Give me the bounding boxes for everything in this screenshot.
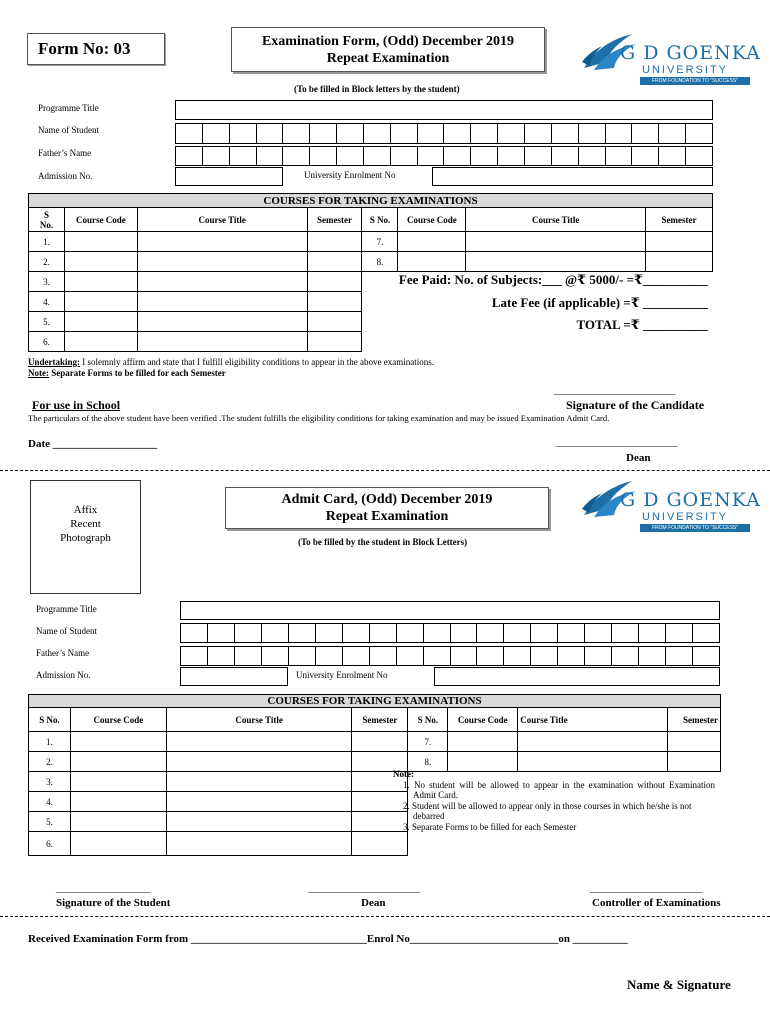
form-number: Form No: 03 [27,33,165,65]
table-row: 6. [29,832,721,856]
controller-signature: Controller of Examinations [592,897,721,909]
programme-title-input[interactable] [175,100,713,120]
table-row: 5. [29,312,713,332]
university-logo-2 [580,479,760,537]
dean-signature: Dean [361,897,386,909]
student-name-label: Name of Student [38,125,99,135]
col-semester: Semester [307,208,362,232]
table-row: 3. [29,772,721,792]
late-fee: Late Fee (if applicable) =₹ __________ [491,295,708,310]
fathers-name-label: Father’s Name [38,148,92,158]
col-sno: S No. [29,708,71,732]
candidate-signature-line: ___________________________ [554,386,676,396]
fathers-name-input[interactable] [175,146,713,166]
candidate-signature: Signature of the Candidate [566,398,705,412]
admit-note-label: Note: [393,769,414,779]
total-fee: TOTAL =₹ __________ [576,317,708,332]
received-exam-form: Received Examination Form from ________________________________Enrol No___________________________on __________ [28,933,628,945]
exam-instruction: (To be filled in Block letters by the student) [294,84,460,94]
dean-line: ___________________________ [556,438,678,448]
separate-forms-note: Note: Separate Forms to be filled for each Semester [28,368,226,378]
logo-name: G D GOENKA [620,42,761,64]
admit-note-3: 3. Separate Forms to be filled for each Semester [403,821,577,832]
col-semester-right: Semester [646,208,713,232]
date-field[interactable]: Date ___________________ [28,438,158,450]
student-signature: Signature of the Student [56,897,171,909]
admit-fathers-name-input[interactable] [180,646,720,666]
admit-enrolment-no-label: University Enrolment No [296,670,388,680]
table-row: 2. 8. [29,252,713,272]
enrolment-no-label: University Enrolment No [304,170,396,180]
enrolment-no-input[interactable] [432,167,713,186]
admission-no-label: Admission No. [38,171,93,181]
col-course-title: Course Title [137,208,307,232]
admit-card-title: Admit Card, (Odd) December 2019 [281,492,493,507]
logo-university: UNIVERSITY [642,511,729,523]
table-row: 3. [29,272,713,292]
table-row: 4. [29,292,713,312]
col-course-code: Course Code [70,708,166,732]
admit-card-subtitle: Repeat Examination [325,509,449,524]
photo-affix: Affix [73,504,98,516]
table-row: 1. 7. [29,232,713,252]
logo-tagline: FROM FOUNDATION TO "SUCCESS" [640,524,750,532]
cut-line [0,470,770,471]
col-semester: Semester [352,708,408,732]
table-row: 6. [29,332,713,352]
logo-name: G D GOENKA [620,489,761,511]
programme-title-label: Programme Title [38,103,99,113]
col-course-title-right: Course Title [518,708,668,732]
table-row: 4. [29,792,721,812]
cut-line-2 [0,916,770,917]
university-logo [580,32,760,90]
controller-signature-line: _________________________ [590,884,703,894]
admit-student-name-label: Name of Student [36,626,97,636]
col-course-code-right: Course Code [398,208,466,232]
school-use-heading: For use in School [32,398,121,412]
student-name-input[interactable] [175,123,713,144]
admit-note-1: 1. No student will be allowed to appear in the examination without Examination Admit Card. [403,779,715,800]
photo-recent: Recent [70,518,101,530]
col-course-title-right: Course Title [466,208,646,232]
photo-photograph: Photograph [60,532,111,544]
col-sno-right: S No. [362,208,398,232]
fee-paid: Fee Paid: No. of Subjects:___ @₹ 5000/- =₹__________ [398,272,708,287]
undertaking: Undertaking: I solemnly affirm and state that I fulfill eligibility conditions to appear in the above examinations. [28,357,435,367]
exam-form-subtitle: Repeat Examination [326,50,450,66]
admit-note-2: 2. Student will be allowed to appear only in those courses in which he/she is not debarred [403,800,692,821]
admit-student-name-input[interactable] [180,623,720,643]
exam-form-title: Examination Form, (Odd) December 2019 [261,33,515,49]
col-course-code: Course Code [64,208,137,232]
admit-courses-table-title: COURSES FOR TAKING EXAMINATIONS [29,695,721,708]
logo-tagline: FROM FOUNDATION TO "SUCCESS" [640,77,750,85]
exam-form-title-box [231,27,545,72]
table-row: 1. 7. [29,732,721,752]
photo-box [30,480,141,594]
school-verification-text: The particulars of the above student have been verified .The student fulfills the eligibility conditions for taking examination and may be issued Examination Admit Card. [28,413,610,423]
col-sno: S No. [29,208,65,232]
col-course-code-right: Course Code [448,708,518,732]
col-semester-right: Semester [667,708,720,732]
admit-admission-no-input[interactable] [180,667,288,686]
col-sno-right: S No. [408,708,448,732]
admit-fathers-name-label: Father’s Name [36,648,90,658]
courses-table-title: COURSES FOR TAKING EXAMINATIONS [29,194,713,208]
admit-enrolment-no-input[interactable] [434,667,720,686]
logo-university: UNIVERSITY [642,64,729,76]
admit-instruction: (To be filled by the student in Block Letters) [298,537,468,547]
dean-label: Dean [626,452,651,464]
table-row: 2. 8. [29,752,721,772]
name-signature: Name & Signature [627,977,731,992]
admit-programme-title-label: Programme Title [36,604,97,614]
admission-no-input[interactable] [175,167,283,186]
admit-notes [393,769,715,832]
student-signature-line: _____________________ [56,884,151,894]
table-row: 5. [29,812,721,832]
admit-admission-no-label: Admission No. [36,670,91,680]
dean-signature-line: _________________________ [308,884,421,894]
admit-card-title-box [225,487,549,529]
admit-programme-title-input[interactable] [180,601,720,620]
col-course-title: Course Title [166,708,352,732]
